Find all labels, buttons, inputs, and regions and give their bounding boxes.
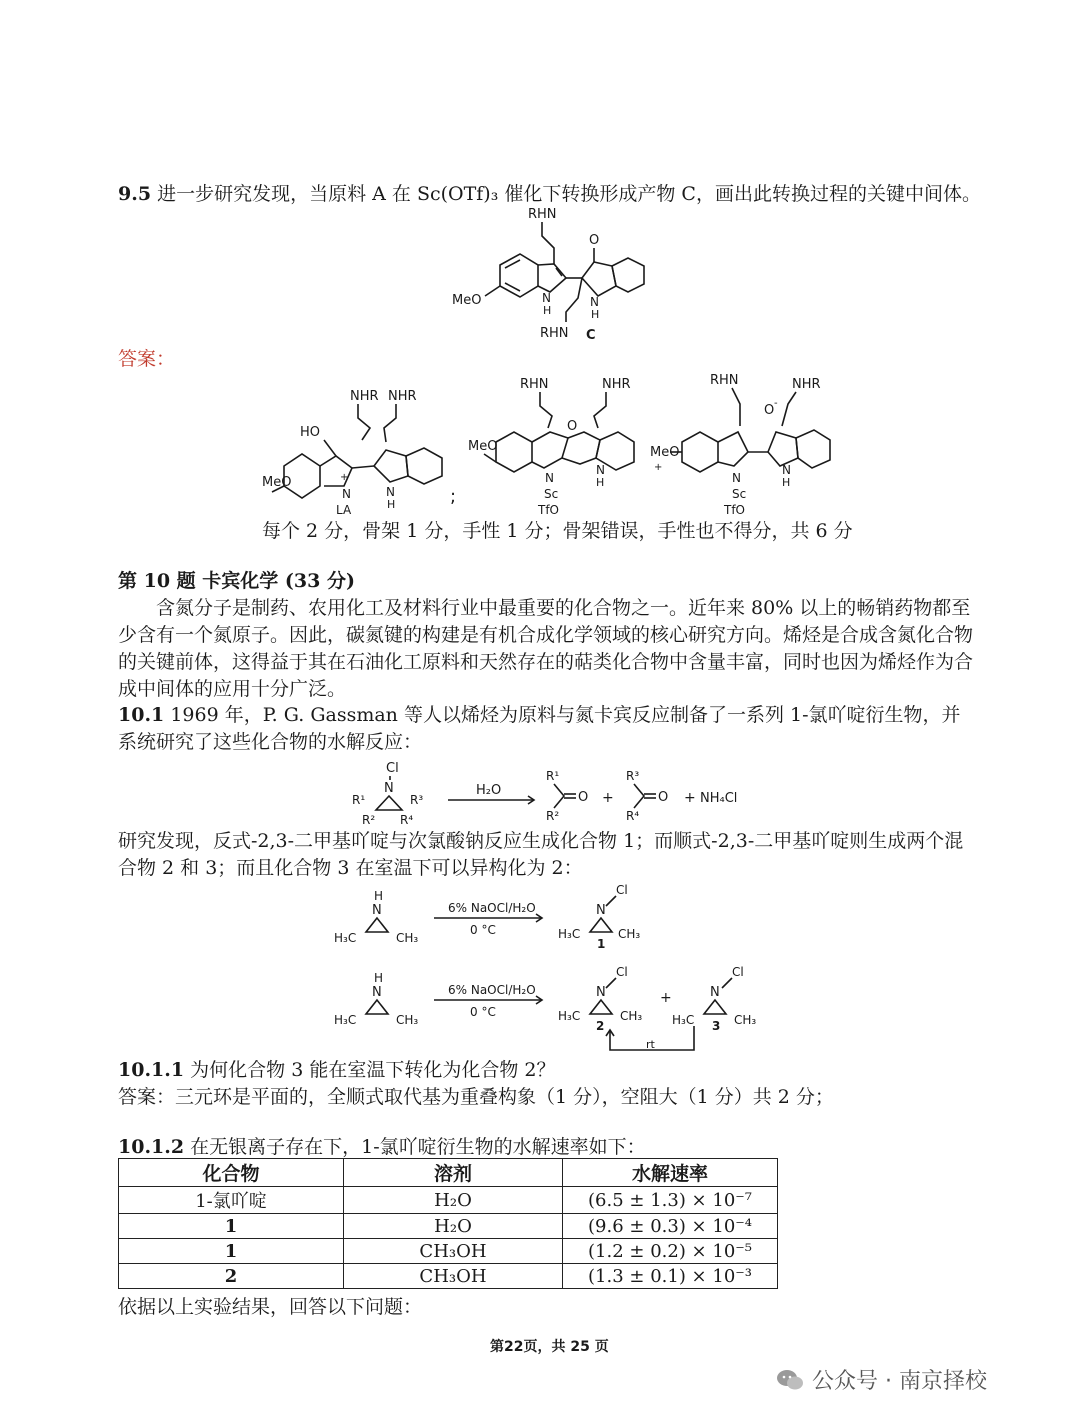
- s3-rhn: RHN: [710, 373, 739, 388]
- s3-plus: +: [654, 462, 663, 473]
- nh2-h: H: [591, 308, 600, 321]
- s2-n: N: [545, 471, 554, 485]
- cell-rate: (9.6 ± 0.3) × 10⁻⁴: [563, 1214, 778, 1239]
- s2-rhn: RHN: [520, 377, 549, 392]
- question-10-title: 第 10 题 卡宾化学 (33 分): [118, 570, 355, 592]
- s2-o: O: [567, 419, 578, 434]
- separator: ;: [450, 486, 457, 507]
- question-number: 10.1.2: [118, 1136, 185, 1158]
- s3-h: H: [782, 476, 791, 489]
- cell-solvent: H₂O: [344, 1187, 563, 1214]
- s1-cl: Cl: [386, 761, 399, 776]
- answer-label: 答案：: [118, 348, 176, 370]
- s1-plus: +: [340, 472, 349, 483]
- r2-h3c: H₃C: [334, 1013, 357, 1027]
- cell-compound: 1-氯吖啶: [119, 1187, 344, 1214]
- r2-n: N: [372, 985, 382, 1000]
- s1-r4: R⁴: [400, 813, 414, 827]
- r1-ph3c: H₃C: [558, 927, 581, 941]
- r1-h3c: H₃C: [334, 931, 357, 945]
- wechat-icon: [776, 1367, 804, 1393]
- r2-pn: N: [596, 985, 606, 1000]
- question-number: 10.1.1: [118, 1059, 185, 1081]
- r2-ch33: CH₃: [734, 1013, 757, 1027]
- question-10-1: [118, 702, 978, 756]
- cell-solvent: CH₃OH: [344, 1239, 563, 1264]
- s2-n2: N: [596, 463, 605, 477]
- cell-rate: (1.2 ± 0.2) × 10⁻⁵: [563, 1239, 778, 1264]
- answer-intermediates: [262, 370, 842, 518]
- nh-n: N: [542, 291, 551, 305]
- header-solvent: 溶剂: [344, 1159, 563, 1187]
- r2-n3: N: [710, 985, 720, 1000]
- r2-temp: 0 °C: [470, 1005, 496, 1019]
- cell-compound: 1: [119, 1214, 344, 1239]
- s3-nhr: NHR: [792, 377, 821, 392]
- watermark: [776, 1364, 987, 1395]
- s1-n: N: [386, 485, 395, 499]
- r1-cl: Cl: [616, 884, 628, 897]
- s1-h2o: H₂O: [476, 783, 502, 798]
- r2-reagent: 6% NaOCl/H₂O: [448, 983, 536, 997]
- rhn-bottom-label: RHN: [540, 326, 569, 341]
- cell-solvent: H₂O: [344, 1214, 563, 1239]
- compound-2-label: 2: [596, 1019, 605, 1033]
- s1-pr2: R²: [546, 809, 560, 823]
- rt-label: rt: [646, 1038, 655, 1051]
- s1-plus2: +: [684, 790, 696, 806]
- table-row: [119, 1239, 778, 1264]
- compound-c-label: C: [586, 328, 596, 343]
- intermediate-1: [262, 389, 442, 517]
- r1-pn: N: [596, 903, 606, 918]
- meo-label: MeO: [452, 293, 482, 308]
- s1-pr1: R¹: [546, 769, 560, 783]
- r2-ph3c: H₃C: [558, 1009, 581, 1023]
- r1-n: N: [372, 903, 382, 918]
- header-compound: 化合物: [119, 1159, 344, 1187]
- question-text: 为何化合物 3 能在室温下转化为化合物 2？: [190, 1059, 556, 1081]
- question-number: 9.5: [118, 183, 152, 205]
- findings-text: 研究发现，反式-2,3-二甲基吖啶与次氯酸钠反应生成化合物 1；而顺式-2,3-二甲基吖啶则生成两个混合物 2 和 3；而且化合物 3 在室温下可以异构化为 2：: [118, 830, 964, 879]
- watermark-text: 公众号 · 南京择校: [812, 1369, 987, 1394]
- r1-h: H: [374, 889, 384, 903]
- r1-pch3: CH₃: [618, 927, 641, 941]
- r2-pch3: CH₃: [620, 1009, 643, 1023]
- s3-sc: Sc: [732, 487, 747, 501]
- aziridine-scheme: [330, 884, 770, 1060]
- s3-meo: MeO: [650, 445, 680, 460]
- s1-o1: O: [578, 790, 589, 805]
- hydrolysis-rate-table: [118, 1158, 778, 1289]
- s2-tfo: TfO: [538, 503, 559, 517]
- table-header-row: [119, 1159, 778, 1187]
- answer-10-1-1: 答案：三元环是平面的，全顺式取代基为重叠构象（1 分），空阻大（1 分）共 2 分；: [118, 1086, 834, 1108]
- cell-compound: 2: [119, 1264, 344, 1289]
- s3-tfo: TfO: [724, 503, 745, 517]
- page-footer: 第22页，共 25 页: [490, 1339, 609, 1355]
- question-10-1-1: [118, 1057, 555, 1083]
- s3-n2: N: [782, 463, 791, 477]
- nh-h: H: [543, 304, 552, 317]
- s1-n: N: [384, 781, 394, 796]
- table-row: [119, 1187, 778, 1214]
- s1-nplus: N: [342, 487, 351, 501]
- s1-r3: R³: [410, 793, 424, 807]
- s1-nhr2: NHR: [388, 389, 417, 404]
- s3-o: O: [764, 403, 775, 418]
- r2-plus: +: [660, 990, 672, 1006]
- s2-sc: Sc: [544, 487, 559, 501]
- s1-plus1: +: [602, 790, 614, 806]
- s1-r1: R¹: [352, 793, 366, 807]
- ketone-o: O: [589, 233, 600, 248]
- intermediate-2: [468, 377, 634, 517]
- s1-nh4cl: NH₄Cl: [700, 791, 738, 806]
- intermediate-3: [650, 373, 830, 517]
- hydrolysis-scheme: [350, 758, 770, 828]
- r2-cl3: Cl: [732, 965, 744, 979]
- s1-o2: O: [658, 790, 669, 805]
- s2-meo: MeO: [468, 439, 498, 454]
- s1-r2: R²: [362, 813, 376, 827]
- s3-minus: -: [774, 398, 778, 409]
- cell-rate: (6.5 ± 1.3) × 10⁻⁷: [563, 1187, 778, 1214]
- s2-nhr: NHR: [602, 377, 631, 392]
- compound-3-label: 3: [712, 1019, 721, 1033]
- question-text: 进一步研究发现，当原料 A 在 Sc(OTf)₃ 催化下转换形成产物 C，画出此转换过程的关键中间体。: [157, 183, 981, 205]
- r2-ch3: CH₃: [396, 1013, 419, 1027]
- s1-pr4: R⁴: [626, 809, 640, 823]
- r2-h: H: [374, 971, 384, 985]
- s1-ho: HO: [300, 425, 321, 440]
- s1-h: H: [387, 498, 396, 511]
- closing-text: 依据以上实验结果，回答以下问题：: [118, 1296, 423, 1318]
- rhn-label: RHN: [528, 207, 557, 222]
- question-10-1-2: [118, 1134, 646, 1160]
- question-number: 10.1: [118, 704, 165, 726]
- s2-h: H: [596, 476, 605, 489]
- r1-ch3: CH₃: [396, 931, 419, 945]
- nh2-n: N: [590, 295, 599, 309]
- structure-c: [450, 200, 650, 350]
- s1-meo: MeO: [262, 475, 292, 490]
- table-row: [119, 1264, 778, 1289]
- scoring-note: 每个 2 分，骨架 1 分，手性 1 分；骨架错误，手性也不得分，共 6 分: [262, 520, 853, 542]
- s1-la: LA: [336, 503, 352, 517]
- r1-reagent: 6% NaOCl/H₂O: [448, 901, 536, 915]
- s1-nhr1: NHR: [350, 389, 379, 404]
- s1-pr3: R³: [626, 769, 640, 783]
- question-text: 在无银离子存在下，1-氯吖啶衍生物的水解速率如下：: [190, 1136, 646, 1158]
- r2-cl: Cl: [616, 965, 628, 979]
- r2-h3c3: H₃C: [672, 1013, 695, 1027]
- question-10-intro: 含氮分子是制药、农用化工及材料行业中最重要的化合物之一。近年来 80% 以上的畅销药物都至少含有一个氮原子。因此，碳氮键的构建是有机合成化学领域的核心研究方向。烯烃是合成含氮化合物的关键前体，这得益于其在石油化工原料和天然存在的萜类化合物中含量丰富，同时也因为烯烃作为合成中间体的应用十分广泛。: [118, 597, 974, 700]
- table-row: [119, 1214, 778, 1239]
- cell-solvent: CH₃OH: [344, 1264, 563, 1289]
- s3-n: N: [732, 471, 741, 485]
- compound-1-label: 1: [597, 937, 606, 951]
- header-rate: 水解速率: [563, 1159, 778, 1187]
- r1-temp: 0 °C: [470, 923, 496, 937]
- cell-compound: 1: [119, 1239, 344, 1264]
- question-text: 1969 年，P. G. Gassman 等人以烯烃为原料与氮卡宾反应制备了一系列 1-氯吖啶衍生物，并系统研究了这些化合物的水解反应：: [118, 704, 961, 753]
- cell-rate: (1.3 ± 0.1) × 10⁻³: [563, 1264, 778, 1289]
